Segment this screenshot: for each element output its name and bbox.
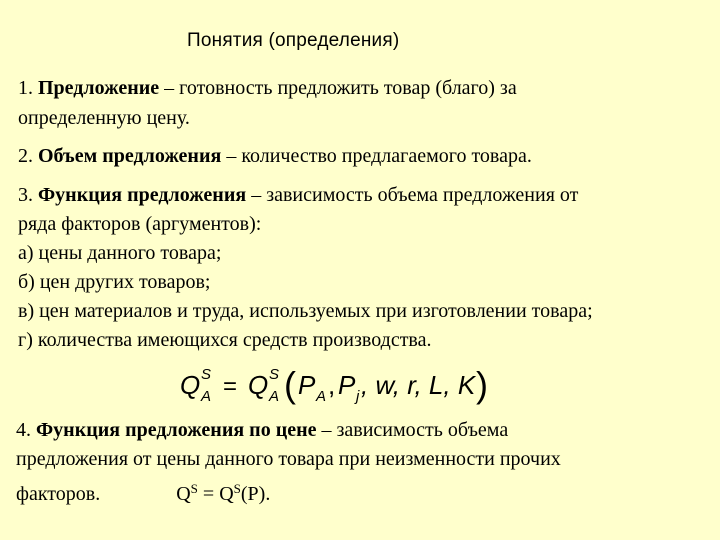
definition-text-line1: – зависимость объема xyxy=(316,419,509,441)
term-supply-volume: Объем предложения xyxy=(38,145,222,167)
price-supply-formula xyxy=(176,483,270,505)
term-price-supply-function: Функция предложения по цене xyxy=(36,419,317,441)
formula-equals: = xyxy=(197,483,220,505)
definition-text-line2: предложения от цены данного товара при неизменности прочих xyxy=(16,448,561,470)
item-number: 2. xyxy=(18,145,33,167)
definition-text-line2: определенную цену. xyxy=(18,107,190,129)
formula-rhs-q: Q xyxy=(248,370,269,400)
item-number: 4. xyxy=(16,419,31,441)
formula-rhs-sup: S xyxy=(233,481,241,496)
formula-left-paren: ( xyxy=(284,364,296,405)
term-supply-function: Функция предложения xyxy=(38,184,247,206)
definition-text-line1: – зависимость объема предложения от xyxy=(246,184,579,206)
formula-equals: = xyxy=(223,373,238,400)
item-number: 1. xyxy=(18,77,33,99)
term-supply: Предложение xyxy=(38,77,160,99)
definition-text-line2: ряда факторов (аргументов): xyxy=(18,213,262,235)
definition-text-line1: – готовность предложить товар (благо) за xyxy=(159,77,517,99)
item-number: 3. xyxy=(18,184,33,206)
formula-rhs-arg: (P) xyxy=(240,483,266,505)
formula-rhs-sub: A xyxy=(269,388,280,405)
formula-pj-sub: j xyxy=(356,388,360,405)
definition-supply-volume xyxy=(18,141,532,171)
factor-a: а) цены данного товара; xyxy=(18,242,222,264)
definition-price-supply-function xyxy=(16,416,561,509)
formula-lhs-sub: A xyxy=(201,388,212,405)
page-title: Понятия (определения) xyxy=(187,30,400,51)
formula-q: Q xyxy=(176,483,191,505)
formula-rhs-sup: S xyxy=(269,366,280,383)
formula-p-sub: A xyxy=(316,388,327,405)
definition-supply xyxy=(18,73,517,133)
formula-comma: , xyxy=(328,370,336,400)
formula-sup: S xyxy=(190,481,198,496)
factor-c: в) цен материалов и труда, используемых при изготовлении товара; xyxy=(18,300,593,322)
formula-rhs-q: Q xyxy=(219,483,234,505)
definition-text-line3: факторов. xyxy=(16,483,101,505)
formula-args: , w, r, L, K xyxy=(361,370,476,400)
definition-text: – количество предлагаемого товара. xyxy=(221,145,532,167)
formula-end: . xyxy=(265,483,271,505)
factor-b: б) цен других товаров; xyxy=(18,271,211,293)
definition-supply-function xyxy=(18,181,593,355)
factor-d: г) количества имеющихся средств производства. xyxy=(18,329,432,351)
formula-lhs-q: Q xyxy=(180,370,201,400)
formula-pj: P xyxy=(338,370,356,400)
formula-p: P xyxy=(298,370,316,400)
formula-right-paren: ) xyxy=(476,364,488,405)
formula-lhs-sup: S xyxy=(201,366,212,383)
supply-function-formula xyxy=(180,364,500,406)
